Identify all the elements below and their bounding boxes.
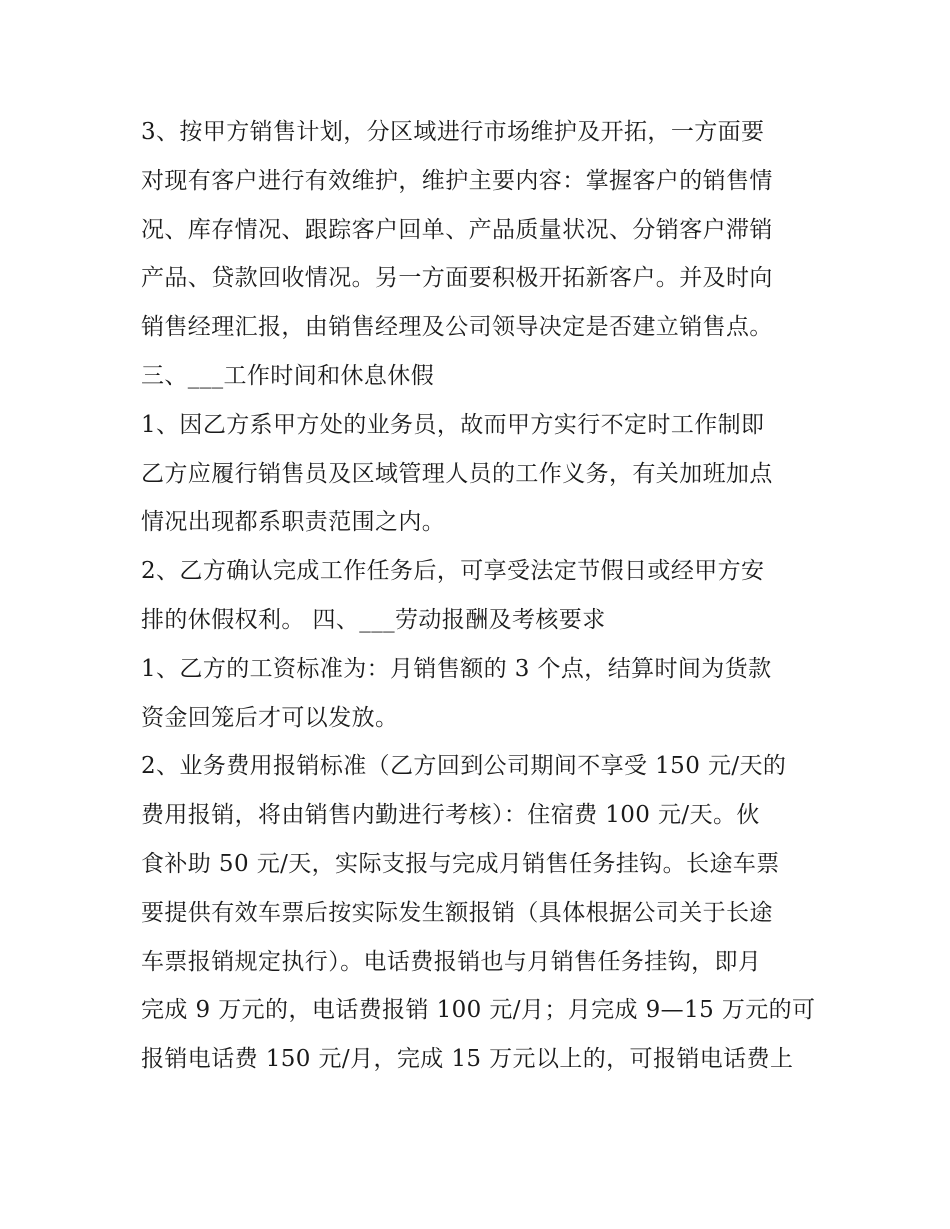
text-line: 销售经理汇报，由销售经理及公司领导决定是否建立销售点。 — [141, 314, 773, 341]
text-line: 产品、贷款回收情况。另一方面要积极开拓新客户。并及时向 — [141, 265, 773, 292]
text-line: 3、按甲方销售计划，分区域进行市场维护及开拓，一方面要 — [141, 119, 765, 145]
text-line: 完成 9 万元的，电话费报销 100 元/月；月完成 9—15 万元的可 — [141, 997, 816, 1024]
text-line: 2、业务费用报销标准（乙方回到公司期间不享受 150 元/天的 — [141, 753, 787, 780]
text-line: 报销电话费 150 元/月，完成 15 万元以上的，可报销电话费上 — [141, 1046, 794, 1073]
text-line: 1、乙方的工资标准为：月销售额的 3 个点，结算时间为货款 — [141, 655, 772, 682]
text-line: 费用报销，将由销售内勤进行考核）：住宿费 100 元/天。伙 — [141, 802, 760, 829]
text-line: 况、库存情况、跟踪客户回单、产品质量状况、分销客户滞销 — [141, 216, 773, 243]
text-line: 食补助 50 元/天，实际支报与完成月销售任务挂钩。长途车票 — [141, 850, 780, 877]
text-line: 1、因乙方系甲方处的业务员，故而甲方实行不定时工作制即 — [141, 411, 765, 438]
text-line: 车票报销规定执行）。电话费报销也与月销售任务挂钩，即月 — [141, 948, 762, 975]
text-line: 2、乙方确认完成工作任务后，可享受法定节假日或经甲方安 — [141, 558, 765, 585]
text-line: 资金回笼后才可以发放。 — [141, 704, 399, 731]
text-line: 要提供有效车票后按实际发生额报销（具体根据公司关于长途 — [141, 899, 773, 926]
document-body — [141, 108, 821, 1084]
section-heading: 三、___工作时间和休息休假 — [141, 362, 435, 389]
text-line: 情况出现都系职责范围之内。 — [141, 509, 446, 536]
text-line: 乙方应履行销售员及区域管理人员的工作义务，有关加班加点 — [141, 460, 773, 487]
text-line: 对现有客户进行有效维护，维护主要内容：掌握客户的销售情 — [141, 167, 773, 194]
text-line: 排的休假权利。 四、___劳动报酬及考核要求 — [141, 606, 606, 633]
